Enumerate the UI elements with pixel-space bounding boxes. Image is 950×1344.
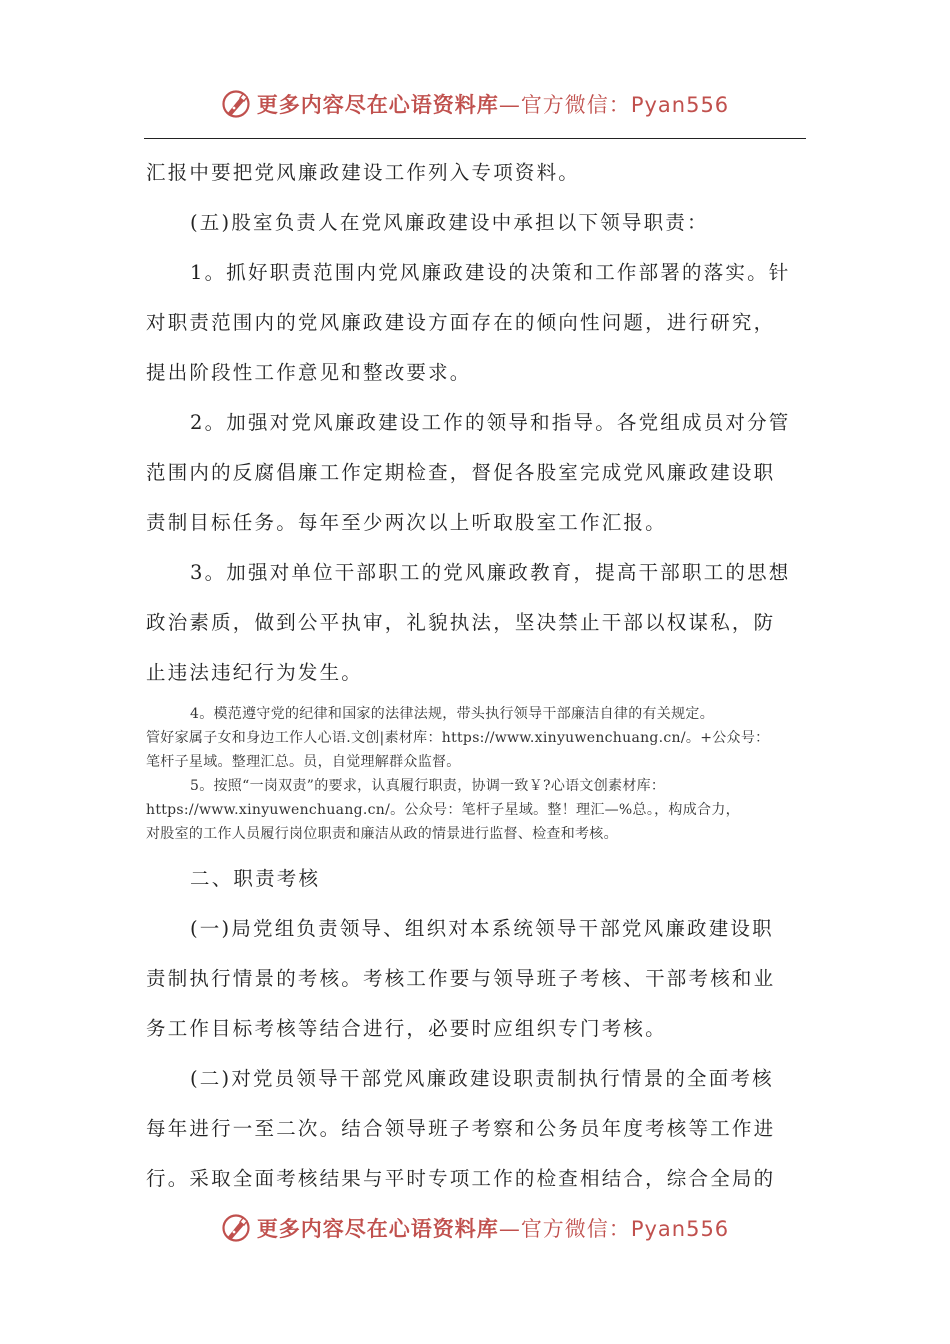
small-print-block [146, 702, 808, 846]
body-line: 范围内的反腐倡廉工作定期检查，督促各股室完成党风廉政建设职 [146, 461, 776, 484]
small-line: https://www.xinyuwenchuang.cn/。公众号：笔杆子星域。整！理汇—%总。，构成合力， [146, 802, 740, 818]
footer-banner-separator: — [498, 1217, 521, 1241]
body-line: 责制目标任务。每年至少两次以上听取股室工作汇报。 [146, 511, 667, 534]
footer-banner-wechat-id: Pyan556 [630, 1217, 730, 1241]
body-line: (一)局党组负责领导、组织对本系统领导干部党风廉政建设职 [190, 917, 774, 940]
header-divider [144, 138, 806, 139]
section-title: 二、职责考核 [190, 867, 321, 890]
small-line: 管好家属子女和身边工作人心语.文创|素材库：https://www.xinyuwenchuang.cn/。+公众号： [146, 730, 770, 746]
body-line: 2。加强对党风廉政建设工作的领导和指导。各党组成员对分管 [190, 411, 791, 434]
small-line: 4。模范遵守党的纪律和国家的法律法规，带头执行领导干部廉洁自律的有关规定。 [190, 706, 715, 722]
footer-banner [0, 1206, 950, 1250]
body-line: 务工作目标考核等结合进行，必要时应组织专门考核。 [146, 1017, 667, 1040]
header-banner-text [257, 89, 729, 119]
footer-banner-text [257, 1213, 729, 1243]
footer-banner-wechat-label: 官方微信： [520, 1217, 631, 1241]
body-line: 1。抓好职责范围内党风廉政建设的决策和工作部署的落实。针 [190, 261, 791, 284]
body-line: 责制执行情景的考核。考核工作要与领导班子考核、干部考核和业 [146, 967, 776, 990]
header-banner-separator: — [498, 93, 521, 117]
pen-nib-logo-icon [221, 1213, 251, 1243]
body-line: 行。采取全面考核结果与平时专项工作的检查相结合，综合全局的 [146, 1167, 776, 1190]
header-banner [0, 82, 950, 126]
section-heading: (五)股室负责人在党风廉政建设中承担以下领导职责： [190, 211, 709, 234]
small-line: 对股室的工作人员履行岗位职责和廉洁从政的情景进行监督、检查和考核。 [146, 826, 618, 842]
pen-nib-logo-icon [221, 89, 251, 119]
body-line: 汇报中要把党风廉政建设工作列入专项资料。 [146, 161, 581, 184]
body-line: 止违法违纪行为发生。 [146, 661, 364, 684]
body-line: 政治素质，做到公平执审，礼貌执法，坚决禁止干部以权谋私，防 [146, 611, 776, 634]
body-line: 对职责范围内的党风廉政建设方面存在的倾向性问题，进行研究， [146, 311, 776, 334]
small-line: 5。按照“一岗双责”的要求，认真履行职责，协调一致￥?心语文创素材库： [190, 778, 666, 794]
header-banner-wechat-label: 官方微信： [520, 93, 631, 117]
header-banner-title: 更多内容尽在心语资料库 [256, 93, 499, 117]
body-line: (二)对党员领导干部党风廉政建设职责制执行情景的全面考核 [190, 1067, 774, 1090]
footer-banner-title: 更多内容尽在心语资料库 [256, 1217, 499, 1241]
body-line: 3。加强对单位干部职工的党风廉政教育，提高干部职工的思想 [190, 561, 791, 584]
header-banner-wechat-id: Pyan556 [630, 93, 730, 117]
body-line: 每年进行一至二次。结合领导班子考察和公务员年度考核等工作进 [146, 1117, 776, 1140]
small-line: 笔杆子星域。整理汇总。员，自觉理解群众监督。 [146, 754, 461, 770]
document-body [146, 148, 808, 1204]
body-line: 提出阶段性工作意见和整改要求。 [146, 361, 472, 384]
